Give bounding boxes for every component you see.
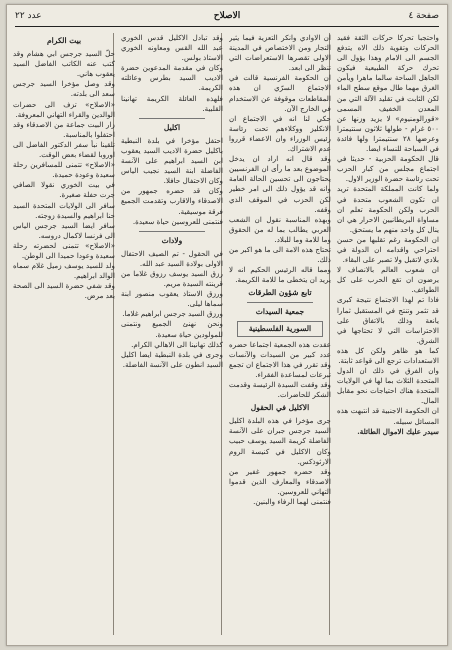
section-heading: ولادات (161, 235, 183, 245)
paragraph: «الاصلاح» تتمنى للمسافرين رحلة سعيدة وعودة حميدة. (13, 160, 115, 180)
boxed-heading: السورية الفلسطينية (237, 321, 323, 337)
paragraph: رزق السيد يوسف رزوق غلاما من قرينته السيدة مريم. (121, 268, 223, 289)
section-heading: بيت الكرام (46, 36, 82, 45)
paragraph: ورزق الاستاذ يعقوب منصور ابنة سماها ليلى. (121, 289, 223, 309)
paragraph: تلقينا نبأ سفر الدكتور الفاضل الى اوروبا لقضاء بعض الوقت. (13, 139, 115, 160)
page-number: صفحة ٤ (408, 11, 439, 21)
newspaper-title: الاصلاح (213, 11, 241, 21)
paragraph: فنتمنى للعروسين حياة سعيدة. (132, 216, 223, 226)
paragraph: وان الفرق في ذلك ان الدول المتحدة الثلاث بما لها في الولايات المتحدة هناك احتياجات نحو مقابل المال. (337, 366, 439, 406)
paragraph: زار البيت جماعة من الاصدقاء وقد احتفلوا بالمناسبة. (13, 119, 115, 139)
paragraph: جرى مؤخرا في هذه البلدة اكليل السيد جرجس جبران على الآنسة الفاضلة كريمة السيد يوسف حبيب وكان الاكليل في كنيسة الروم الارثوذكس. (229, 416, 331, 466)
paragraph: «الاصلاح» تزف الى حضرات الوالدين والقراء التهاني المعروفة. (13, 99, 115, 119)
paragraph: قال الحكومة الحزبية - حديثا في اجتماع مجلس من كبار الحزب تحت رئاسة حضرة الوزير الاول. (337, 154, 439, 184)
paragraph: وجرى في بلدة النبطية ايضا اكليل السيد انطون على الآنسة الفاضلة. (121, 349, 223, 369)
paragraph: وقد تبادل الاكليل قدس الخوري عبد الله القس ومعاونه الخوري الاستاذ بولس. (121, 33, 223, 63)
divider (139, 231, 205, 232)
paragraph: وقد وصل مؤخرا السيد جرجس سعد الى بلدته. (13, 79, 115, 99)
paragraph: ونحن نهنئ الجميع ونتمنى للمولودين حياة سعيدة. (121, 319, 223, 339)
column-1 (337, 33, 439, 635)
paragraph: وكان في مقدمة المدعوين حضرة الاديب السيد بطرس وعائلته الكريمة. (121, 63, 223, 93)
paragraph: ورزق السيد جرجس ابراهيم غلاما. (122, 309, 223, 319)
paragraph: ومما قاله الرئيس الحكيم انه لا يريد ان يتخطى ما للامة الكريمة. (229, 265, 331, 285)
paragraph: سافر ايضا السيد جرجس الياس الى فرنسا لاكمال دروسه. (13, 220, 115, 240)
section-heading: اكليل (163, 122, 181, 132)
paragraph: فلهذه العائلة الكريمة تهانينا القلبية. (121, 93, 223, 113)
paragraph: وقد قال انه اراد ان يدخل الموضوع بعد ما رأى ان الفرنسيين يحتاجون الى تحسين الحالة العامة وانه قد يؤول ذلك الى امر خطير لكن الحزب في الموقف الذي وقفه. (229, 154, 331, 214)
paragraph: فنتمنى لهما الرفاء والبنين. (253, 497, 331, 507)
paragraph: ان الحكومة الاجنبية قد انتبهت هذه المسائل سبيله. (337, 406, 439, 426)
paragraph: ان الاوادي وانكر التعزية فيما يثير التجار ومن الاختصاص في المدينة الاولى تقصرها الاستعراضات التي تنظر الى ابعد. (229, 33, 331, 73)
paragraph: وكان قد حضره جمهور من الاصدقاء والاقارب وتقدمت الجميع فرقة موسيقية. (121, 186, 223, 216)
paragraph: ان شعوب العالم بالانصاف لا يرضون ان تقع الحرب على كل الطوائف. (337, 265, 439, 295)
paragraph: وقد حضره جمهور غفير من الاصدقاء والمعارف الذين قدموا التهاني للعروسين. (229, 466, 331, 496)
paragraph: ولد للسيد يوسف زميل غلام سماه الوالد ابراهيم. (13, 261, 115, 281)
paragraph: وقد وقفت السيدة الرئيسة وقدمت الشكر للحاضرات. (229, 380, 331, 400)
paragraph: ان الحكومة الفرنسية قالت في الاجتماع السرّي ان هذه المقاطعات موقوفة عن الاستخدام في الخارج الآن. (229, 73, 331, 113)
paragraph: تحتاج هذه الامة الى ما هو اكبر من ذلك. (229, 244, 331, 265)
divider (247, 302, 313, 303)
divider (139, 118, 205, 119)
paragraph: وبهذه المناسبة نقول ان الشعب العربي يطالب بما له من الحقوق وما للامة وما للبلاد. (229, 214, 331, 244)
paragraph: ان الحكومة رغم تقلبها من حسن احتراحي واقدامه ان الدولة في بلادي لاتقبل ولا تصبر على البقاء. (337, 234, 439, 265)
paragraph: ولما كانت المملكة المتحدة تريد ان تكون الشعوب متحدة في الحرب ولكن الحكومة تعلم ان مساواة البريطانيين الاحرار هي ان ينال كل واحد منهم ما يستحق. (337, 184, 439, 234)
page-header (15, 11, 439, 25)
paragraph: «الاصلاح» تتمنى لحضرته رحلة سعيدة وعودا حميدا الى الوطن. (13, 240, 115, 260)
paragraph: فاذا تم لهذا الاجتماع نتيجة كبرى قد تثمر وتنتج في المستقبل ثمارا يانعة وذلك بالاتفاق على الاحتراسات التي لا تحتاجها في الشرق. (337, 295, 439, 345)
newspaper-page (6, 4, 448, 646)
column-4 (13, 33, 115, 635)
paragraph: في بيت الخوري نقولا الصافي جرت حفلة صغيرة. (13, 180, 115, 200)
paragraph: واحتجبا تحركا حركات الثقة فقيد الحركات وتقوية ذلك الاه يتدفع الجسم الى الامام وهذا يؤول الى تحرك حركة الطبيعية فيكون الجاهل الساحة سالما ماهرا ويأمن الغرق مهما طال موقع سطح الماء لكن الثابت في تقليد الآلة التي من المعدن الخفيف المسمى «قورالومنيوم» لا يزيد وزنها عن ٥٠٠ غرام - طولها ثلاثون سنتيمترا وعرضها ٢٨ سنتيمترا ولها فائدة في السباحة للنساء ايضا. (337, 33, 439, 154)
column-3 (121, 33, 223, 635)
section-heading: جمعية السيدات (255, 307, 305, 317)
section-heading: الاكليل في الحقول (250, 403, 310, 413)
paragraph: حلّ السيد جرجس ابي هشام وقد كتب عنه الكاتب الفاضل السيد يعقوب هاني. (13, 49, 115, 79)
paragraph: عقدت هذه الجمعية اجتماعا حضره عدد كبير من السيدات والآنسات وقد تقرر في هذا الاجتماع ان تجمع تبرعات لمساعدة الفقراء. (229, 339, 331, 379)
section-heading: تابع شؤون الطرقات (248, 288, 312, 298)
paragraph: كما هو ظاهر ولكن كل هذه الاستعدادات ترجع الى قواعد ثابتة. (337, 345, 439, 365)
paragraph: سيدر عليك الاموال الطائلة. (357, 426, 439, 436)
paragraph: وقد شفي حضرة السيد الى الصحة بعد مرض. (13, 281, 115, 301)
paragraph: احتفل مؤخرا في بلدة النبطية باكليل حضرة الاديب السيد يعقوب ابن السيد ابراهيم على الآنسة الفاضلة ابنة السيد نجيب الياس وكان الاحتفال حافلا. (121, 135, 223, 186)
column-2 (229, 33, 331, 635)
paragraph: في الحقول - تم الصيف الاحتفال الاولى بولادة السيد عبد الله. (121, 248, 223, 268)
paragraph: كذلك تهانينا الى الاهالي الكرام. (131, 339, 223, 349)
header-rule (15, 26, 439, 27)
paragraph: حكي لنا انه في الاجتماع ان الانكليز ووكلاءهم تحت رئاسة رئيس الوزراء وان الاعضاء قرروا عدم الاشتراك. (229, 113, 331, 154)
paragraph: سافر الى الولايات المتحدة السيد حنا ابراهيم والسيدة زوجته. (13, 200, 115, 220)
issue-number: عدد ٢٢ (15, 11, 42, 21)
